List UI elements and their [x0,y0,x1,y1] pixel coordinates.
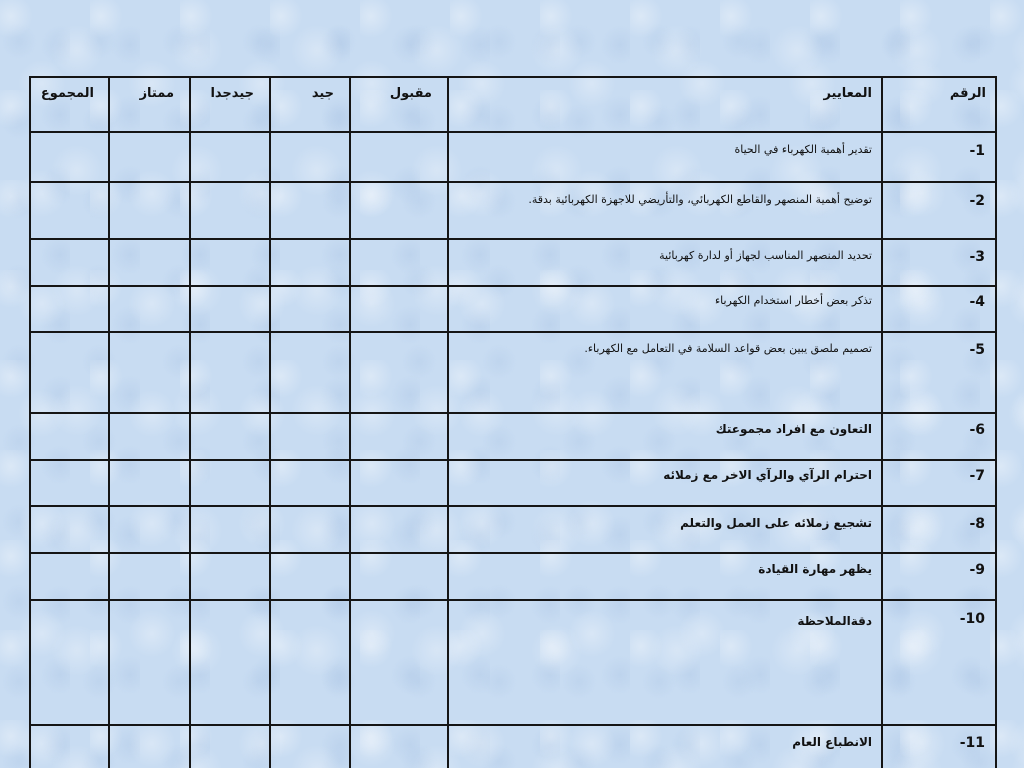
grade-cell-total[interactable] [31,133,108,181]
row-number: 6- [969,422,985,438]
table-border-right [995,76,997,768]
row-number: 7- [969,468,985,484]
row-number: 9- [969,562,985,578]
criterion-text: تصميم ملصق يبين بعض قواعد السلامة في التعامل مع الكهرباء. [584,342,872,355]
header-good: جيد [311,86,334,101]
header-excellent: ممتاز [139,86,174,101]
column-divider [881,76,883,768]
row-divider [29,552,997,554]
grade-cell-excellent[interactable] [191,133,269,181]
row-number: 10- [959,611,985,627]
criterion-text: دقةالملاحظة [797,614,872,628]
criterion-text: التعاون مع افراد مجموعتك [715,422,872,436]
criterion-text: احترام الرآي والرآي الاخر مع زملائه [663,468,872,482]
grade-cell-very-good[interactable] [271,133,349,181]
header-acceptable: مقبول [389,86,432,101]
row-divider [29,505,997,507]
criterion-text: توضيح أهمية المنصهر والقاطع الكهربائي، والتأريضي للاجهزة الكهربائية بدقة. [528,193,872,206]
criterion-text: الانطباع العام [792,735,872,749]
header-total: المجموع [40,86,94,101]
row-divider [29,331,997,333]
row-number: 2- [969,193,985,209]
row-divider [29,459,997,461]
table-border-top [29,76,997,78]
header-criteria: المعايير [823,86,872,101]
row-number: 11- [959,735,985,751]
row-divider [29,181,997,183]
header-number: الرقم [949,86,986,101]
grade-cell-good[interactable] [351,133,447,181]
column-divider [447,76,449,768]
criterion-text: يظهر مهارة القيادة [758,562,872,576]
row-number: 3- [969,249,985,265]
criterion-text: تقدير أهمية الكهرباء في الحياة [734,143,872,156]
row-number: 4- [969,294,985,310]
header-very-good: جيدجدا [210,86,254,101]
criterion-text: تحديد المنصهر المناسب لجهاز أو لدارة كهربائية [659,249,872,262]
row-divider [29,238,997,240]
row-divider [29,285,997,287]
row-divider [29,412,997,414]
row-number: 8- [969,516,985,532]
row-divider [29,724,997,726]
row-divider [29,599,997,601]
criterion-text: تذكر بعض أخطار استخدام الكهرباء [714,294,872,307]
row-number: 1- [969,143,985,159]
grade-cell-total[interactable] [110,133,189,181]
row-number: 5- [969,342,985,358]
criterion-text: تشجيع زملائه على العمل والتعلم [680,516,872,530]
